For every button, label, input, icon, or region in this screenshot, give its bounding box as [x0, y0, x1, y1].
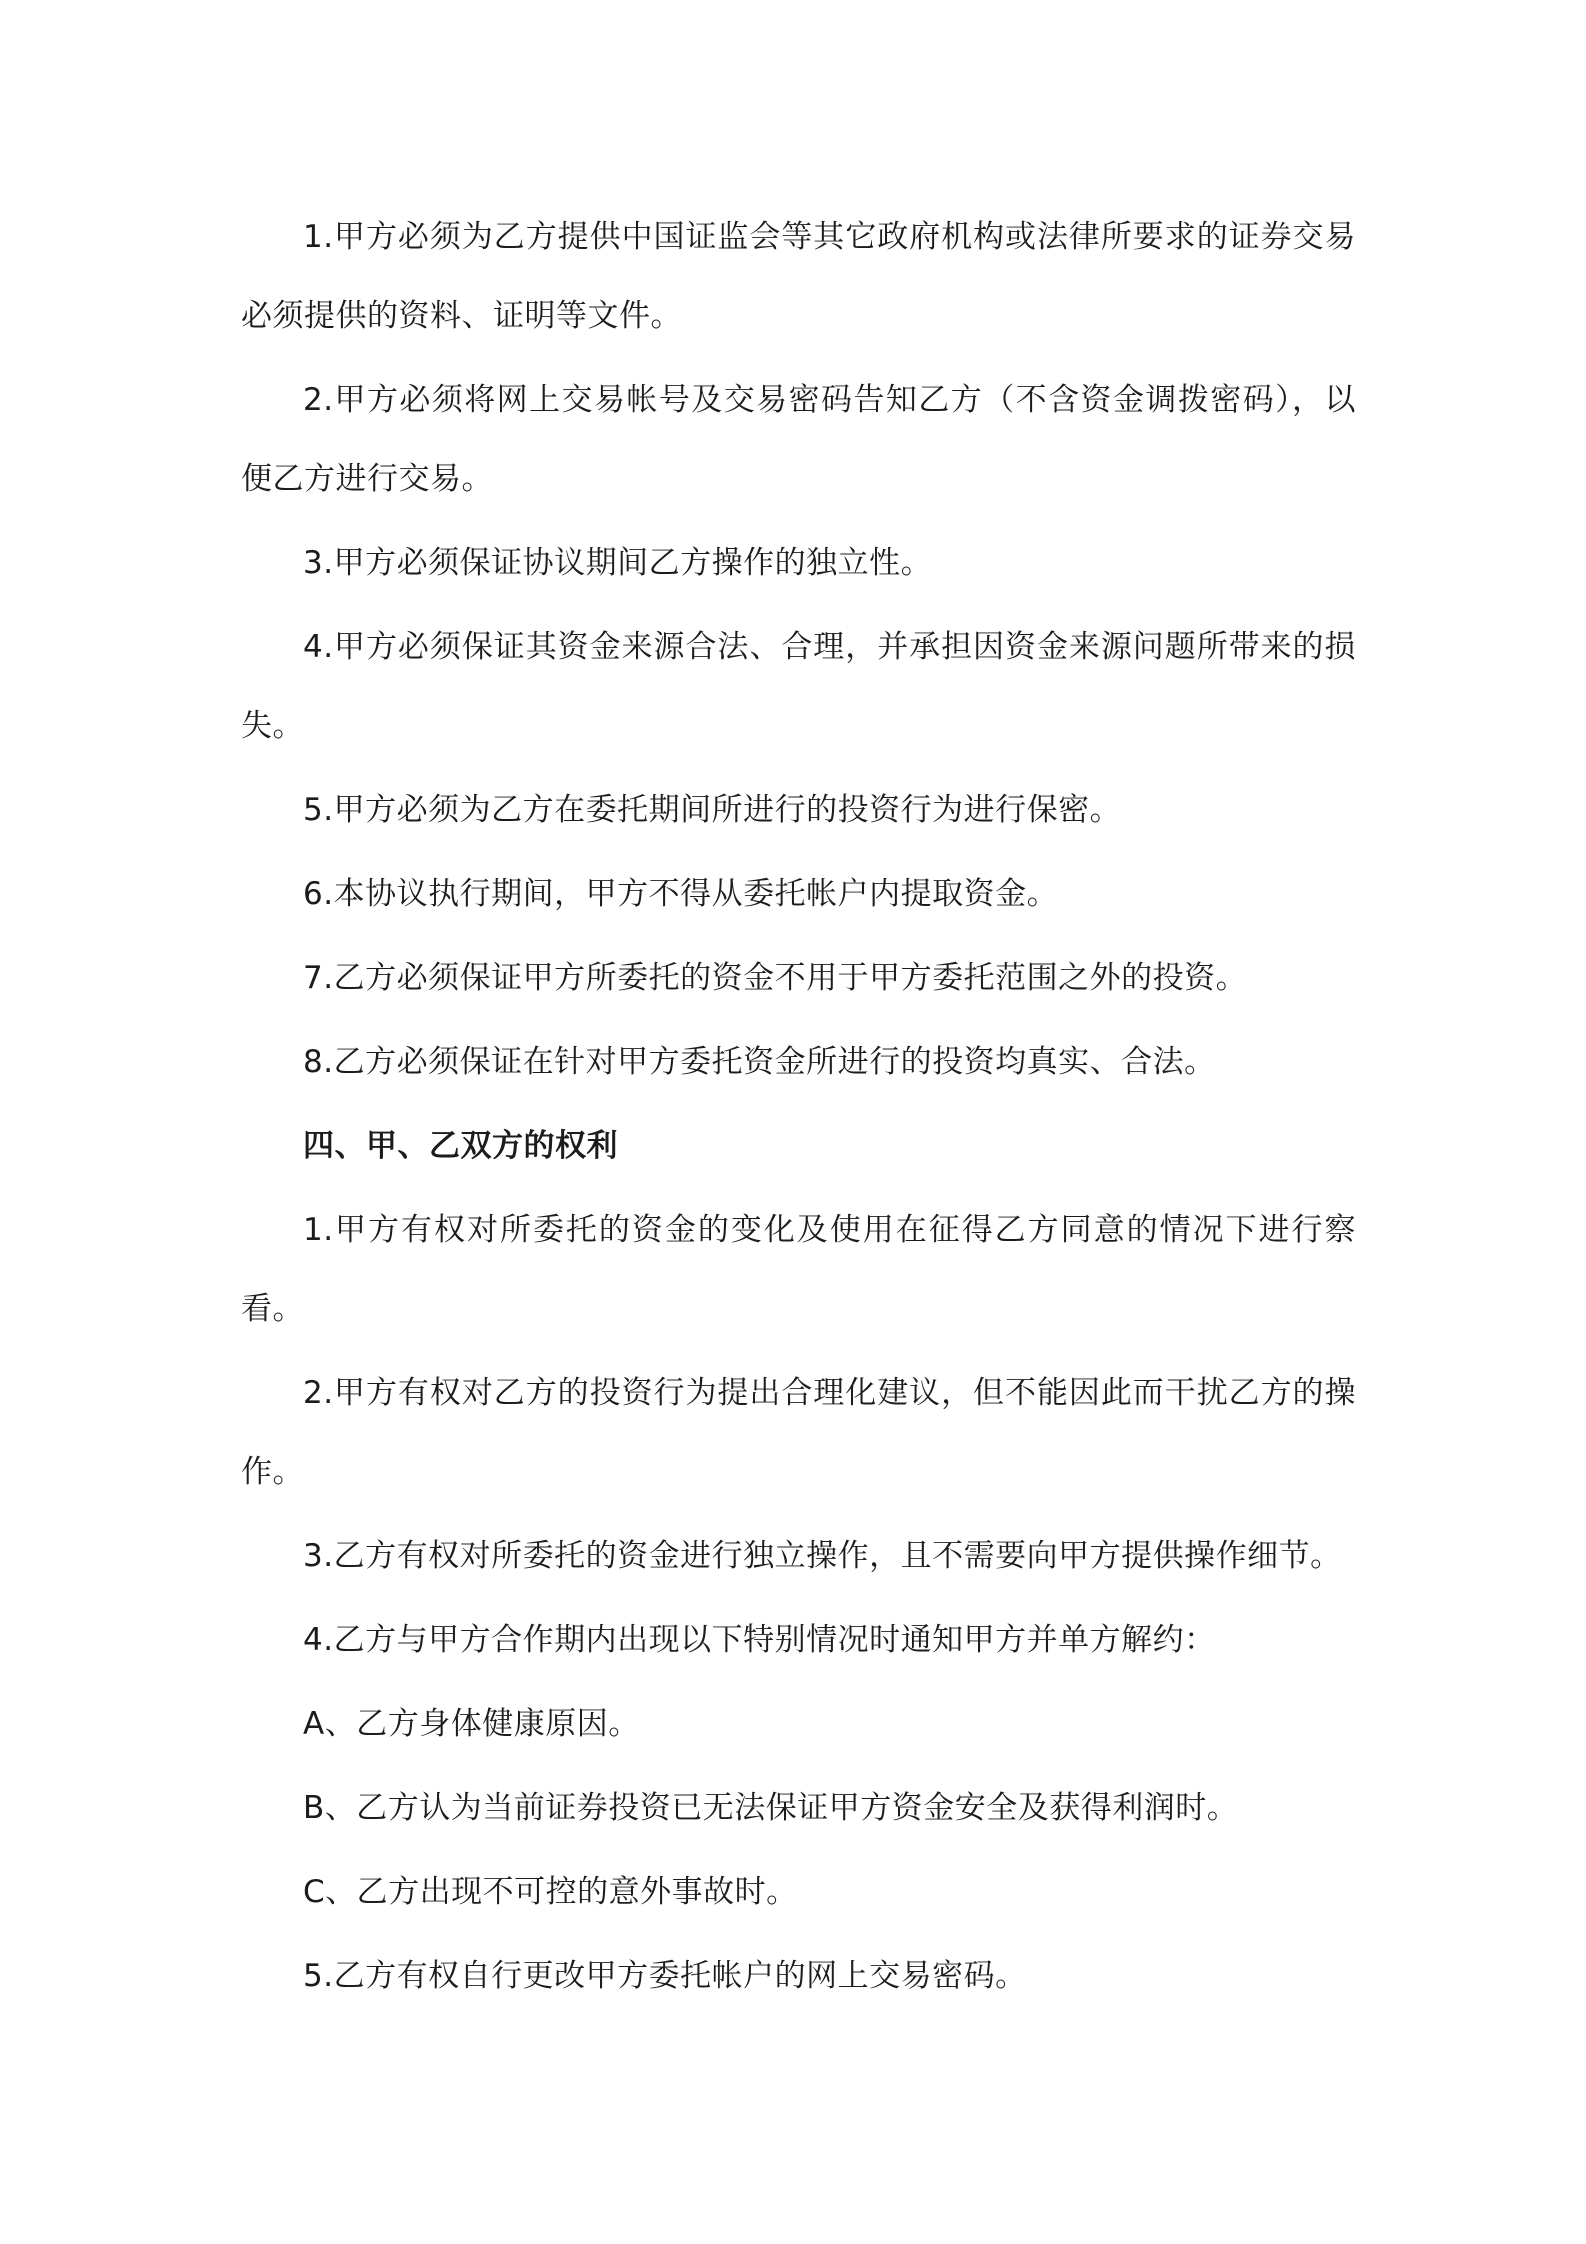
paragraph-right-1: 1.甲方有权对所委托的资金的变化及使用在征得乙方同意的情况下进行察看。	[241, 1212, 1356, 1327]
section-heading-rights: 四、甲、乙双方的权利	[303, 1128, 618, 1164]
paragraph-obligation-3: 3.甲方必须保证协议期间乙方操作的独立性。	[303, 545, 933, 581]
paragraph-obligation-4: 4.甲方必须保证其资金来源合法、合理，并承担因资金来源问题所带来的损失。	[241, 629, 1356, 744]
paragraph-obligation-1: 1.甲方必须为乙方提供中国证监会等其它政府机构或法律所要求的证券交易必须提供的资料、证明等文件。	[241, 219, 1356, 334]
document-body	[241, 198, 1356, 2021]
paragraph-right-2: 2.甲方有权对乙方的投资行为提出合理化建议，但不能因此而干扰乙方的操作。	[241, 1375, 1356, 1490]
paragraph-right-4c: C、乙方出现不可控的意外事故时。	[303, 1874, 798, 1910]
paragraph-obligation-8: 8.乙方必须保证在针对甲方委托资金所进行的投资均真实、合法。	[303, 1044, 1216, 1080]
paragraph-obligation-5: 5.甲方必须为乙方在委托期间所进行的投资行为进行保密。	[303, 792, 1122, 828]
paragraph-right-5: 5.乙方有权自行更改甲方委托帐户的网上交易密码。	[303, 1958, 1027, 1994]
paragraph-obligation-7: 7.乙方必须保证甲方所委托的资金不用于甲方委托范围之外的投资。	[303, 960, 1248, 996]
paragraph-obligation-6: 6.本协议执行期间，甲方不得从委托帐户内提取资金。	[303, 876, 1059, 912]
paragraph-right-4: 4.乙方与甲方合作期内出现以下特别情况时通知甲方并单方解约：	[303, 1622, 1216, 1658]
paragraph-right-4a: A、乙方身体健康原因。	[303, 1706, 640, 1742]
paragraph-obligation-2: 2.甲方必须将网上交易帐号及交易密码告知乙方（不含资金调拨密码），以便乙方进行交易。	[241, 382, 1356, 497]
paragraph-right-3: 3.乙方有权对所委托的资金进行独立操作，且不需要向甲方提供操作细节。	[303, 1538, 1342, 1574]
paragraph-right-4b: B、乙方认为当前证券投资已无法保证甲方资金安全及获得利润时。	[303, 1790, 1239, 1826]
